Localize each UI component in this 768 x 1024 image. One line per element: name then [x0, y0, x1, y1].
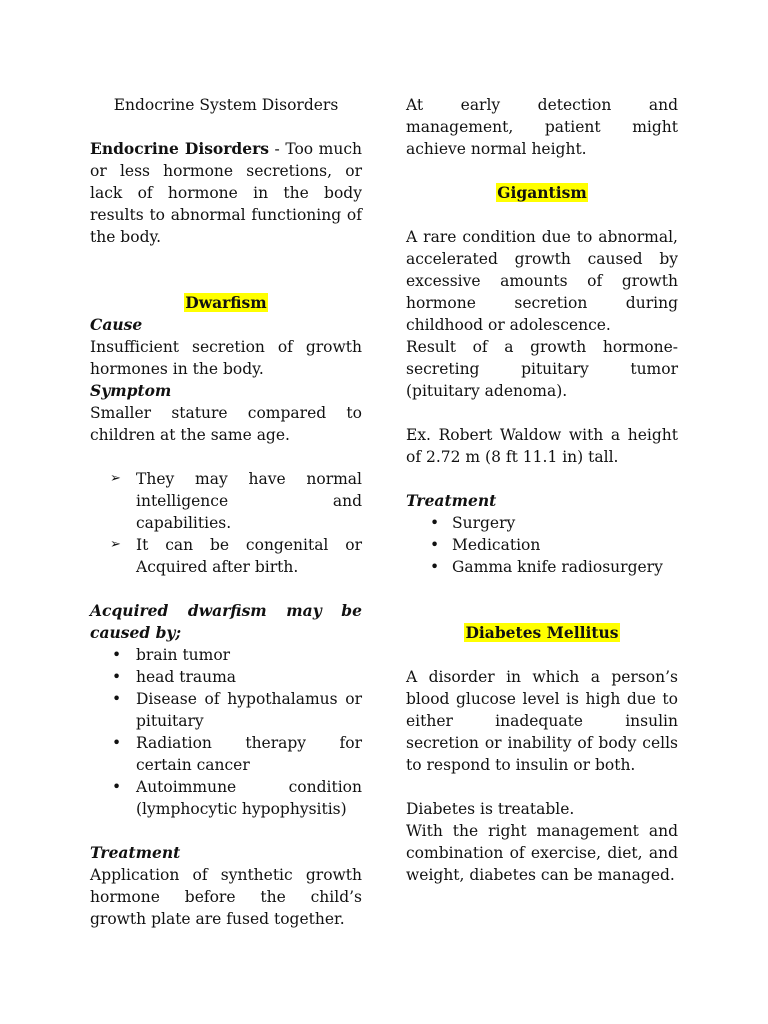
list-item: • Surgery: [406, 512, 678, 534]
left-column: [90, 94, 362, 930]
page-title: Endocrine System Disorders: [113, 96, 339, 114]
list-item: • head trauma: [90, 666, 362, 688]
cause-text: Insufficient secretion of growth hormones in the body.: [90, 338, 362, 378]
right-column: [406, 94, 678, 886]
symptom-label: Symptom: [90, 381, 172, 400]
intro-term: Endocrine Disorders: [90, 139, 270, 158]
gigantism-treatment-label: Treatment: [406, 491, 497, 510]
gigantism-desc-1: A rare condition due to abnormal, accelerated growth caused by excessive amounts of growth hormone secretion during childhood or adolescence.: [406, 228, 678, 334]
list-item: • Radiation therapy for certain cancer: [90, 732, 362, 776]
list-item: • Gamma knife radiosurgery: [406, 556, 678, 578]
diabetes-treatable: Diabetes is treatable.: [406, 800, 575, 818]
diabetes-heading: Diabetes Mellitus: [465, 623, 619, 642]
list-item: • Autoimmune condition (lymphocytic hypophysitis): [90, 776, 362, 820]
diabetes-heading-row: [406, 622, 678, 644]
gigantism-heading-row: [406, 182, 678, 204]
list-item: • Medication: [406, 534, 678, 556]
symptom-text: Smaller stature compared to children at the same age.: [90, 404, 362, 444]
dwarfism-heading: Dwarfism: [185, 293, 267, 312]
cause-label: Cause: [90, 315, 143, 334]
intro-paragraph: [90, 138, 362, 248]
list-item: • brain tumor: [90, 644, 362, 666]
dwarfism-heading-row: [90, 292, 362, 314]
gigantism-treatment-list: [406, 512, 678, 578]
acquired-causes-list: [90, 644, 362, 820]
dwarfism-points: [90, 468, 362, 578]
acquired-label: Acquired dwarfism may be caused by;: [90, 601, 362, 642]
gigantism-example: Ex. Robert Waldow with a height of 2.72 m (8 ft 11.1 in) tall.: [406, 426, 678, 466]
dwarfism-treatment-label: Treatment: [90, 843, 181, 862]
diabetes-management: With the right management and combination of exercise, diet, and weight, diabetes can be managed.: [406, 822, 678, 884]
dwarfism-treatment-text: Application of synthetic growth hormone before the child’s growth plate are fused together.: [90, 866, 362, 928]
intro-text: - Too much or less hormone secretions, or lack of hormone in the body results to abnormal functioning of the body.: [90, 140, 362, 246]
gigantism-desc-2: Result of a growth hormone-secreting pituitary tumor (pituitary adenoma).: [406, 338, 678, 400]
list-item: ➢ It can be congenital or Acquired after birth.: [90, 534, 362, 578]
list-item: ➢ They may have normal intelligence and capabilities.: [90, 468, 362, 534]
diabetes-desc: A disorder in which a person’s blood glucose level is high due to either inadequate insulin secretion or inability of body cells to respond to insulin or both.: [406, 668, 678, 774]
detection-text: At early detection and management, patient might achieve normal height.: [406, 96, 678, 158]
list-item: • Disease of hypothalamus or pituitary: [90, 688, 362, 732]
gigantism-heading: Gigantism: [497, 183, 587, 202]
